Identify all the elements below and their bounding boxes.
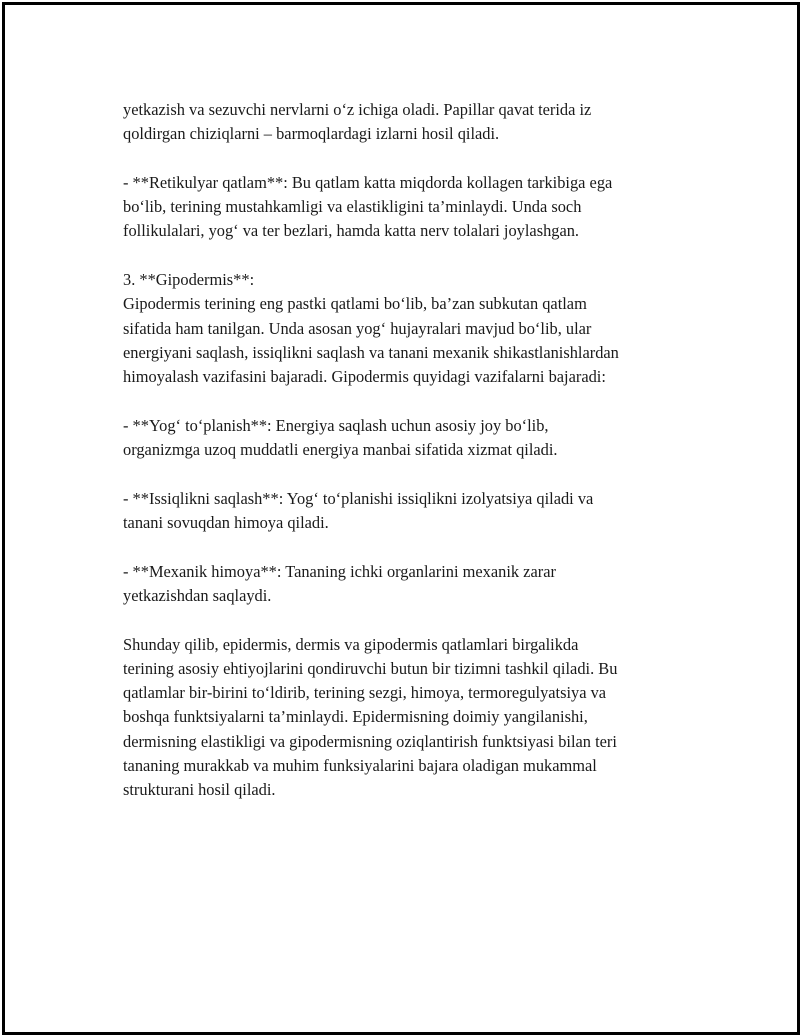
paragraph-issiqlikni-saqlash: - **Issiqlikni saqlash**: Yog‘ to‘planishi issiqlikni izolyatsiya qiladi va tanani sovuqdan himoya qiladi.	[123, 488, 594, 533]
paragraph-mexanik-himoya: - **Mexanik himoya**: Tananing ichki organlarini mexanik zarar yetkazishdan saqlaydi.	[123, 561, 556, 605]
paragraph-gipodermis: 3. **Gipodermis**: Gipodermis terining eng pastki qatlami bo‘lib, ba’zan subkutan qatlam sifatida ham tanilgan. Unda asosan yog‘ hujayralari mavjud bo‘lib, ular energiyani saqlash, issiqlikni saqlash va tanani mexanik shikastlanishlardan himoyalash vazifasini bajaradi. Gipodermis quyidagi vazifalarni bajaradi:	[123, 270, 619, 387]
paragraph-spacer	[123, 535, 723, 559]
paragraph-conclusion: Shunday qilib, epidermis, dermis va gipodermis qatlamlari birgalikda terining asosiy ehtiyojlarini qondiruvchi butun bir tizimni tashkil qiladi. Bu qatlamlar bir-birini to‘ldirib, terining sezgi, himoya, termoregulyatsiya va boshqa funktsiyalarni ta’minlaydi. Epidermisning doimiy yangilanishi, dermisning elastikligi va gipodermisning oziqlantirish funktsiyasi bilan teri tananing murakkab va muhim funksiyalarini bajara oladigan mukammal strukturani hosil qiladi.	[123, 634, 618, 800]
page-content	[123, 98, 723, 803]
paragraph-retikulyar-qatlam: - **Retikulyar qatlam**: Bu qatlam katta miqdorda kollagen tarkibiga ega bo‘lib, terining mustahkamligi va elastikligini ta’minlaydi. Unda soch follikulalari, yog‘ va ter bezlari, hamda katta nerv tolalari joylashgan.	[123, 172, 613, 241]
paragraph-papillar-continuation: yetkazish va sezuvchi nervlarni o‘z ichiga oladi. Papillar qavat terida iz qoldirgan chiziqlarni – barmoqlardagi izlarni hosil qiladi.	[123, 100, 592, 144]
paragraph-spacer	[123, 462, 723, 486]
paragraph-yog-toplanish: - **Yog‘ to‘planish**: Energiya saqlash uchun asosiy joy bo‘lib, organizmga uzoq muddatli energiya manbai sifatida xizmat qiladi.	[123, 415, 558, 460]
page-frame	[2, 2, 800, 1035]
paragraph-spacer	[123, 608, 723, 632]
paragraph-spacer	[123, 390, 723, 414]
paragraph-spacer	[123, 147, 723, 171]
paragraph-spacer	[123, 244, 723, 268]
